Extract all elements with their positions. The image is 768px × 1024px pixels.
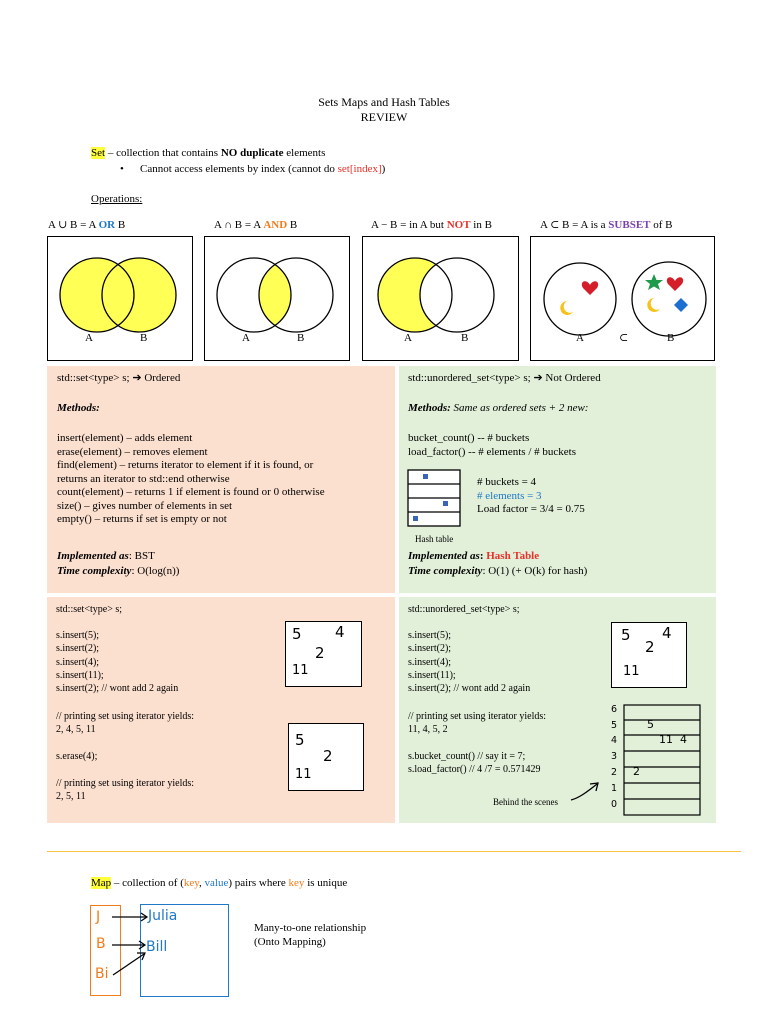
venn-label-b: B	[140, 332, 148, 344]
venn-label-a: A	[85, 332, 93, 344]
venn-label-b: B	[297, 332, 305, 344]
star-icon	[645, 274, 663, 290]
ordered-result-2: 2, 5, 11	[56, 791, 86, 802]
hash-elements: # elements = 3	[477, 489, 542, 502]
code-line: s.insert(2); // wont add 2 again	[56, 683, 179, 695]
code-line: s.insert(2); // wont add 2 again	[408, 683, 531, 695]
unordered-result-1: 11, 4, 5, 2	[408, 724, 448, 735]
venn-difference	[362, 236, 519, 361]
method-size: size() – gives number of elements in set	[57, 499, 233, 512]
hash-load-factor: Load factor = 3/4 = 0.75	[477, 503, 585, 515]
unordered-methods-list	[408, 432, 576, 459]
code-line: s.insert(11);	[408, 669, 456, 681]
code-line: s.insert(11);	[56, 669, 104, 681]
map-definition: Map – collection of (key, value) pairs where key is unique	[91, 877, 348, 889]
unordered-example-code	[408, 629, 530, 695]
unordered-decl: std::unordered_set<type> s; ➔ Not Ordered	[408, 372, 601, 384]
code-line: s.insert(4);	[408, 656, 452, 668]
bucket-array	[623, 704, 703, 816]
venn-difference-diagram	[363, 237, 518, 360]
ordered-set-box-2: 5 2 11	[288, 723, 364, 791]
hash-table-diagram	[407, 469, 461, 527]
value-word: value	[204, 877, 229, 889]
map-term: Map	[91, 877, 112, 889]
unordered-set-box: 5 4 2 11	[611, 622, 687, 688]
ordered-set-box-1: 5 4 2 11	[285, 621, 362, 687]
set-def-bold: NO duplicate	[220, 147, 284, 159]
venn-label-a: A	[404, 332, 412, 344]
bullet-code: set[index]	[337, 163, 382, 175]
diamond-icon	[674, 298, 688, 312]
hash-stats	[477, 476, 585, 517]
code-line: s.insert(5);	[408, 630, 452, 641]
set-bullet	[120, 163, 385, 177]
ordered-methods-list	[57, 432, 325, 527]
unordered-impl: Implemented as: Hash Table	[408, 550, 540, 562]
venn-label-b: B	[461, 332, 469, 344]
section-divider	[47, 851, 741, 852]
method-bucket-count: bucket_count() -- # buckets	[408, 432, 530, 444]
heart-icon	[667, 277, 683, 291]
op-union-caption: A ∪ B = A OR B	[48, 219, 126, 231]
ordered-set-panel	[47, 366, 395, 593]
venn-label-b: B	[667, 332, 675, 344]
ordered-time: Time complexity: O(log(n))	[57, 565, 180, 577]
op-intersection-caption: A ∩ B = A AND B	[214, 219, 298, 231]
map-note	[254, 922, 366, 949]
venn-intersection-diagram	[205, 237, 349, 360]
venn-subset	[530, 236, 715, 361]
map-key-b: B	[96, 936, 106, 952]
code-line: s.insert(4);	[56, 656, 100, 668]
unordered-example-panel: std::unordered_set<type> s; s.insert(5); s.insert(2); s.insert(4); s.insert(11); s.insert(2); // wont add 2 again // printing set using iterator yields: 11, 4, 5, 2 s.bucket_count() // say it = 7; s.load_factor() // 4 /7 = 0.571429 Behind the scenes 5 4 2 11 6 5 4 3 2 1 0 5 11 4 2	[399, 597, 716, 823]
op-subset-caption: A ⊂ B = A is a SUBSET of B	[540, 219, 673, 231]
ordered-example-decl: std::set<type> s;	[56, 604, 123, 615]
set-term: Set	[91, 147, 106, 159]
behind-scenes-label: Behind the scenes	[493, 797, 558, 807]
map-key-bi: Bi	[95, 966, 109, 982]
ordered-example-code	[56, 629, 178, 695]
ordered-methods-label: Methods:	[57, 402, 100, 414]
bullet-text: Cannot access elements by index (cannot do	[140, 163, 338, 175]
map-arrows	[106, 906, 156, 978]
ordered-example-panel	[47, 597, 395, 823]
method-load-factor: load_factor() -- # elements / # buckets	[408, 445, 576, 458]
key-word: key	[183, 877, 200, 889]
method-empty: empty() – returns if set is empty or not	[57, 513, 227, 525]
ordered-comment-2: // printing set using iterator yields:	[56, 778, 195, 789]
method-count: count(element) – returns 1 if element is found or 0 otherwise	[57, 486, 325, 498]
title: Sets Maps and Hash Tables	[318, 95, 450, 109]
code-line: s.insert(2);	[56, 643, 100, 655]
venn-union	[47, 236, 193, 361]
unordered-example-decl: std::unordered_set<type> s;	[408, 604, 520, 615]
map-note-line-2: (Onto Mapping)	[254, 935, 326, 948]
method-erase: erase(element) – removes element	[57, 445, 208, 458]
map-value-julia: Julia	[148, 908, 178, 924]
hash-caption: Hash table	[415, 534, 454, 544]
unordered-set-panel	[399, 366, 716, 593]
set-def-rest: elements	[283, 147, 326, 159]
set-def-text: – collection that contains	[105, 147, 221, 159]
venn-union-diagram	[48, 237, 192, 360]
unordered-comment-1: // printing set using iterator yields:	[408, 711, 547, 722]
heart-icon	[582, 281, 598, 295]
map-value-bill: Bill	[146, 939, 168, 955]
moon-icon	[560, 301, 573, 315]
code-line: s.insert(2);	[408, 643, 452, 655]
ordered-comment-1: // printing set using iterator yields:	[56, 711, 195, 722]
page-title	[0, 95, 768, 125]
map-key-j: J	[96, 909, 101, 925]
arrow-icon	[567, 780, 607, 805]
code-line: s.insert(5);	[56, 630, 100, 641]
unordered-methods-heading: Methods: Same as ordered sets + 2 new:	[408, 402, 589, 414]
ordered-decl: std::set<type> s; ➔ Ordered	[57, 372, 181, 384]
ordered-erase: s.erase(4);	[56, 751, 98, 762]
method-insert: insert(element) – adds element	[57, 432, 193, 444]
subtitle: REVIEW	[360, 110, 408, 124]
unordered-bucket-count: s.bucket_count() // say it = 7;	[408, 751, 526, 762]
ordered-impl: Implemented as: BST	[57, 550, 155, 562]
operations-label: Operations:	[91, 193, 143, 205]
method-find: find(element) – returns iterator to element if it is found, or	[57, 459, 314, 471]
venn-intersection	[204, 236, 350, 361]
map-note-line-1: Many-to-one relationship	[254, 922, 367, 934]
set-definition	[91, 147, 325, 161]
moon-icon	[647, 298, 660, 312]
subset-symbol: ⊂	[619, 332, 629, 344]
venn-label-a: A	[242, 332, 250, 344]
bullet-end: )	[381, 163, 386, 175]
unordered-load-factor: s.load_factor() // 4 /7 = 0.571429	[408, 764, 541, 775]
venn-label-a: A	[576, 332, 584, 344]
method-find-cont: returns an iterator to std::end otherwise	[57, 472, 230, 485]
ordered-result-1: 2, 4, 5, 11	[56, 724, 96, 735]
op-difference-caption: A − B = in A but NOT in B	[371, 219, 492, 231]
hash-buckets: # buckets = 4	[477, 476, 537, 488]
bullet-dot: •	[120, 163, 124, 175]
unordered-time: Time complexity: O(1) (+ O(k) for hash)	[408, 565, 588, 577]
